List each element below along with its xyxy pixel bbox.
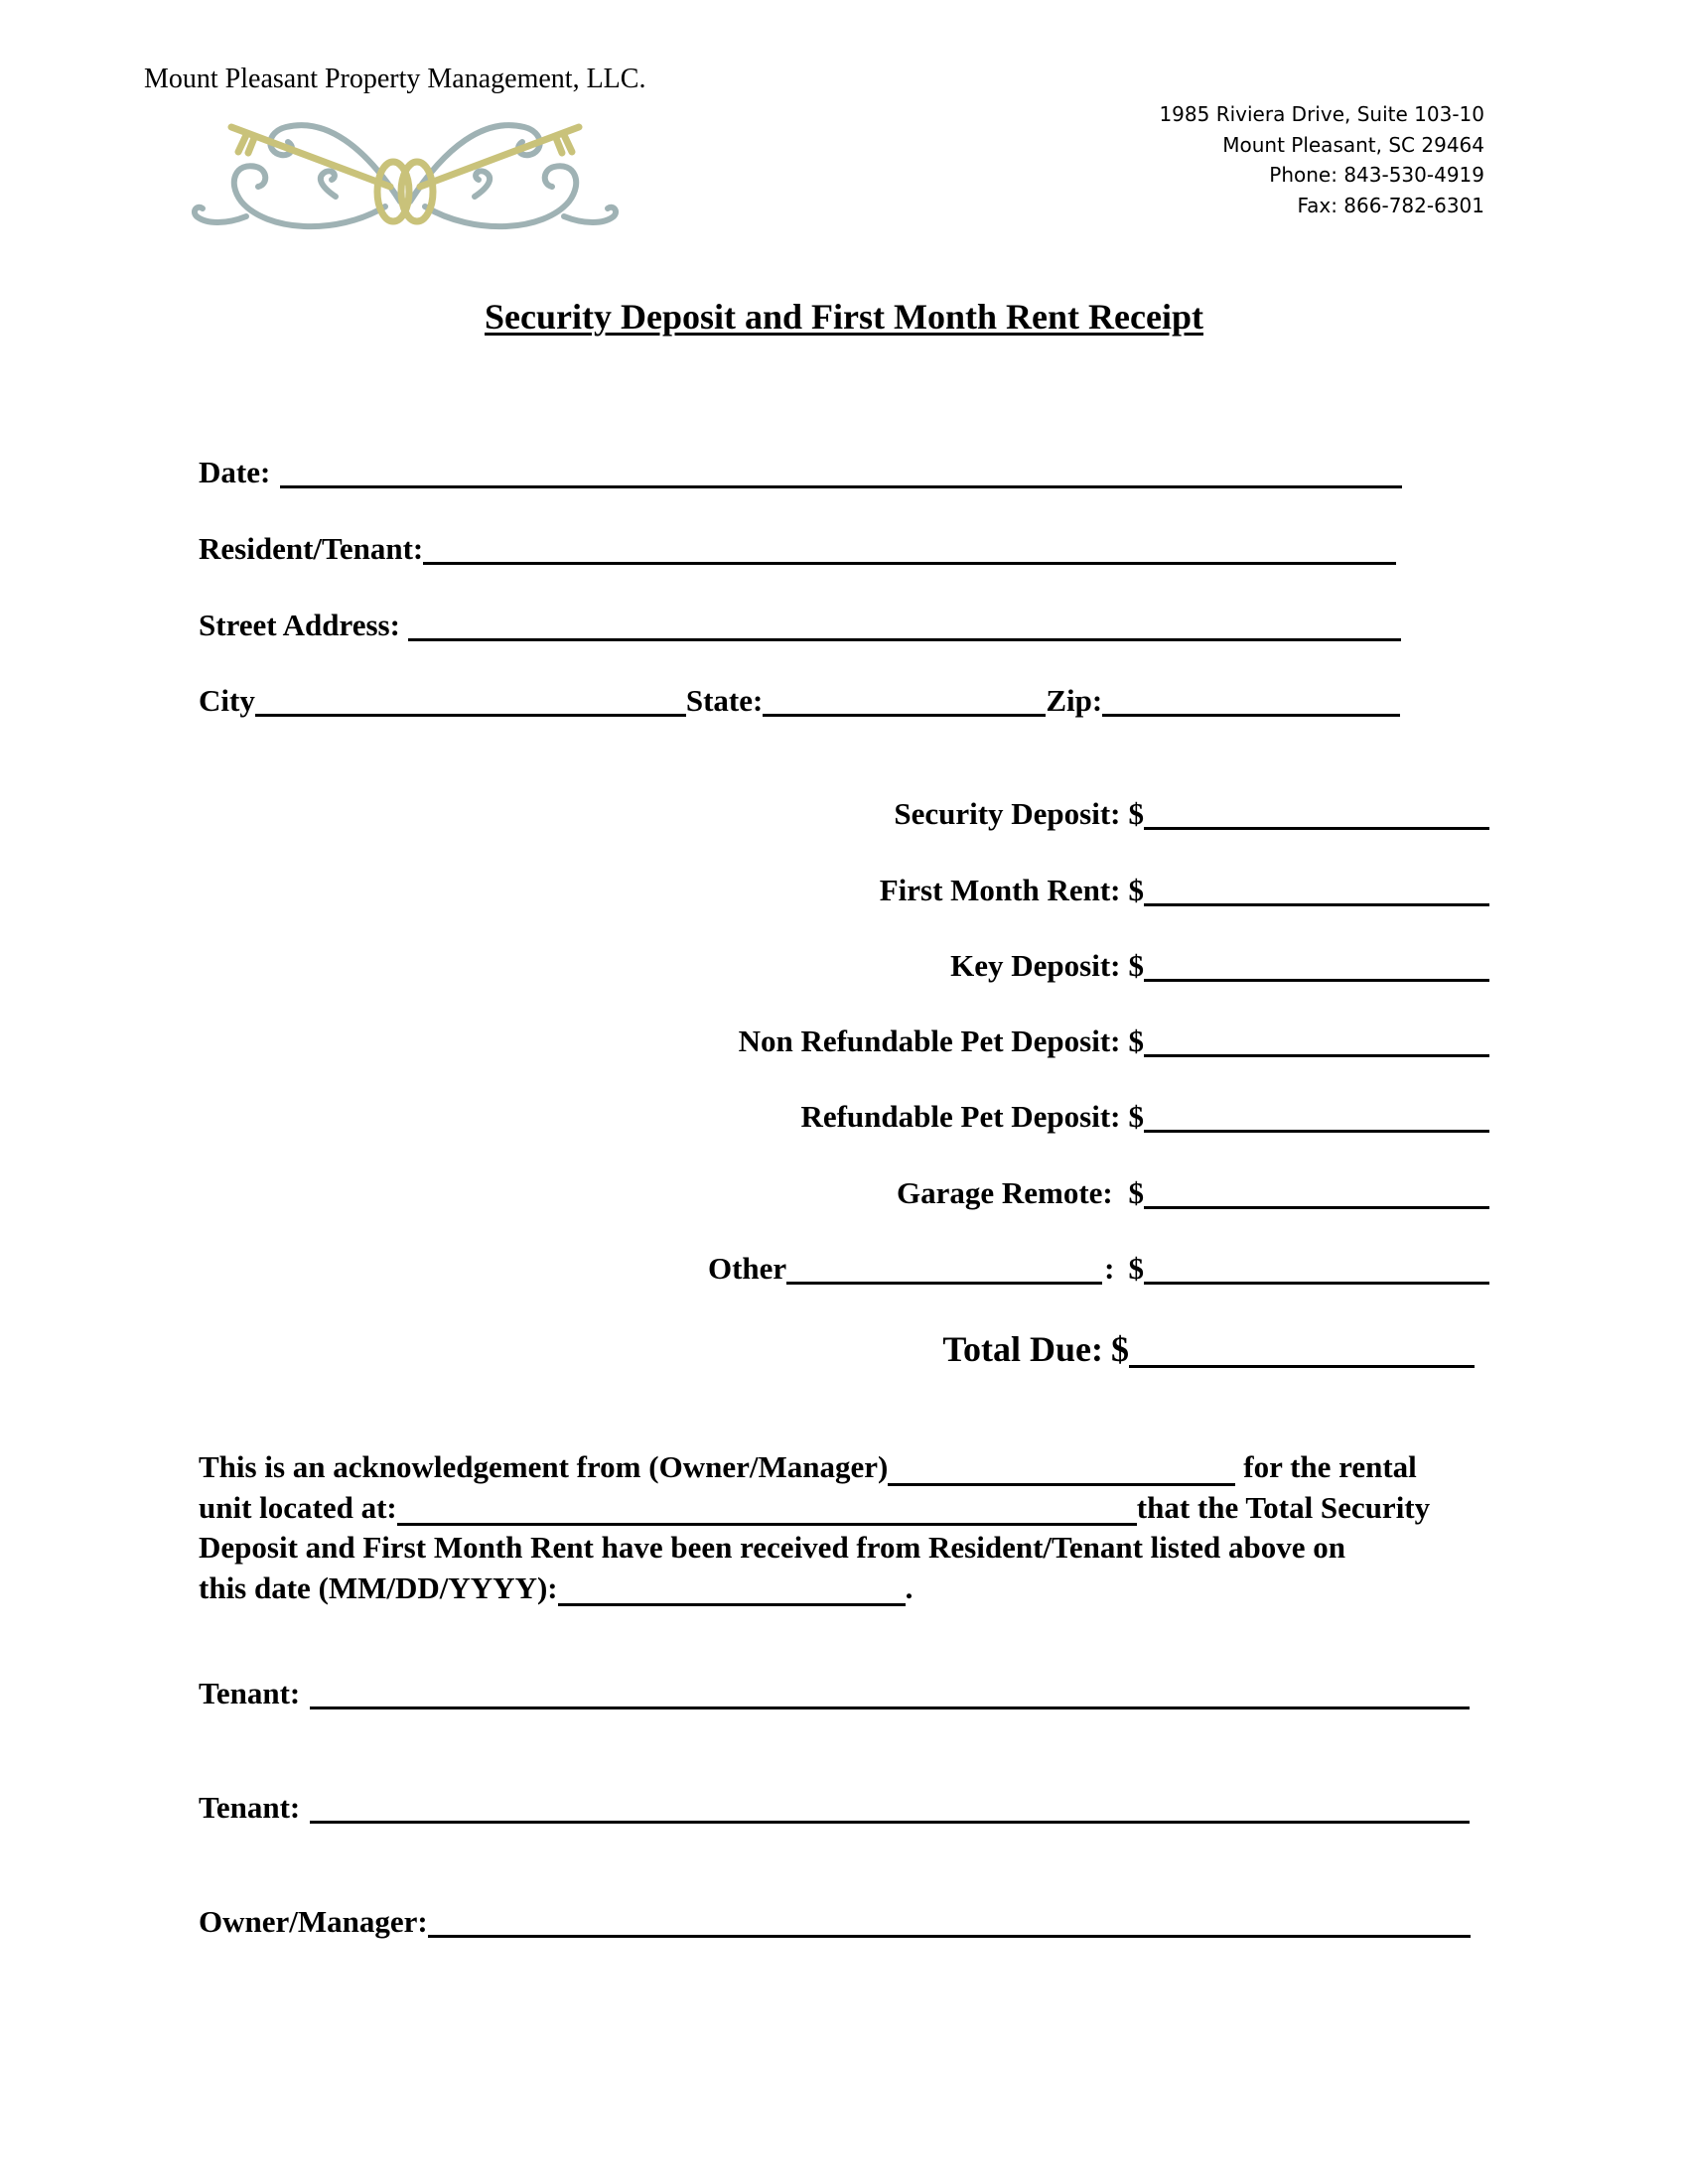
address-line-2: Mount Pleasant, SC 29464 (1222, 132, 1484, 157)
acknowledgement-text-6: this date (MM/DD/YYYY): (199, 1570, 558, 1605)
dollar-sign: $ (1128, 796, 1144, 831)
resident-field-row (199, 531, 1396, 567)
tenant-signature-label-1: Tenant: (199, 1676, 301, 1710)
owner-manager-signature-input[interactable] (428, 1907, 1471, 1938)
city-state-zip-row (199, 683, 1400, 719)
tenant-signature-row-1 (199, 1676, 1470, 1711)
owner-manager-signature-label: Owner/Manager: (199, 1904, 428, 1939)
security-deposit-row (894, 796, 1489, 832)
acknowledgement-line-1 (199, 1447, 1499, 1488)
acknowledgement-text-4: that the Total Security (1136, 1489, 1431, 1525)
zip-input[interactable] (1102, 686, 1400, 717)
security-deposit-input[interactable] (1144, 799, 1489, 830)
state-label: State: (685, 683, 764, 718)
tenant-signature-input-2[interactable] (310, 1793, 1470, 1824)
owner-manager-name-input[interactable] (888, 1455, 1235, 1486)
acknowledgement-text-1: This is an acknowledgement from (Owner/Manager) (199, 1449, 889, 1484)
non-refundable-pet-deposit-row (739, 1024, 1489, 1059)
dollar-sign: $ (1128, 1024, 1144, 1058)
rental-unit-address-input[interactable] (397, 1495, 1137, 1526)
date-field-row (199, 455, 1402, 490)
first-month-rent-label: First Month Rent: (879, 873, 1121, 907)
other-row (708, 1251, 1489, 1287)
company-address-block (1159, 99, 1484, 220)
dollar-sign: $ (1128, 1251, 1144, 1286)
street-address-label: Street Address: (199, 608, 400, 642)
received-date-input[interactable] (558, 1575, 906, 1606)
total-due-label: Total Due: (942, 1329, 1103, 1369)
state-input[interactable] (763, 686, 1046, 717)
phone-number: Phone: 843-530-4919 (1269, 163, 1484, 187)
date-label: Date: (199, 455, 271, 489)
fax-number: Fax: 866-782-6301 (1297, 193, 1484, 217)
tenant-signature-input-1[interactable] (310, 1679, 1470, 1709)
street-address-input[interactable] (408, 611, 1401, 641)
acknowledgement-text-2: for the rental (1243, 1449, 1417, 1484)
resident-tenant-label: Resident/Tenant: (199, 531, 424, 566)
other-label: Other (707, 1251, 787, 1286)
refundable-pet-deposit-row (800, 1099, 1489, 1135)
acknowledgement-text-5: Deposit and First Month Rent have been received from Resident/Tenant listed above on (199, 1530, 1346, 1565)
first-month-rent-input[interactable] (1144, 876, 1489, 906)
other-colon: : (1104, 1251, 1115, 1286)
refundable-pet-deposit-label: Refundable Pet Deposit: (800, 1099, 1121, 1134)
document-title-text: Security Deposit and First Month Rent Receipt (485, 297, 1203, 337)
acknowledgement-line-3 (199, 1528, 1499, 1569)
acknowledgement-line-4 (199, 1569, 1499, 1609)
total-due-row (942, 1328, 1475, 1370)
non-refundable-pet-deposit-label: Non Refundable Pet Deposit: (738, 1024, 1121, 1058)
zip-label: Zip: (1046, 683, 1103, 718)
owner-manager-signature-row (199, 1904, 1471, 1940)
key-deposit-input[interactable] (1144, 951, 1489, 982)
dollar-sign: $ (1111, 1329, 1129, 1369)
city-input[interactable] (255, 686, 686, 717)
other-amount-input[interactable] (1144, 1254, 1489, 1285)
document-title (0, 296, 1688, 338)
tenant-signature-row-2 (199, 1790, 1470, 1826)
key-deposit-label: Key Deposit: (950, 948, 1121, 983)
refundable-pet-deposit-input[interactable] (1144, 1102, 1489, 1133)
security-deposit-label: Security Deposit: (894, 796, 1121, 831)
non-refundable-pet-deposit-input[interactable] (1144, 1026, 1489, 1057)
key-deposit-row (950, 948, 1489, 984)
address-line-1: 1985 Riviera Drive, Suite 103-10 (1159, 102, 1484, 126)
other-description-input[interactable] (786, 1254, 1102, 1285)
dollar-sign: $ (1128, 1175, 1144, 1210)
acknowledgement-text-3: unit located at: (199, 1489, 397, 1525)
dollar-sign: $ (1128, 873, 1144, 907)
acknowledgement-paragraph (199, 1447, 1499, 1608)
garage-remote-input[interactable] (1144, 1178, 1489, 1209)
garage-remote-row (897, 1175, 1489, 1211)
street-address-field-row (199, 608, 1401, 643)
crossed-keys-logo-icon (187, 107, 624, 236)
garage-remote-label: Garage Remote: (896, 1175, 1121, 1210)
company-name: Mount Pleasant Property Management, LLC. (144, 64, 646, 94)
date-input[interactable] (280, 458, 1402, 488)
acknowledgement-line-2 (199, 1488, 1499, 1529)
dollar-sign: $ (1128, 948, 1144, 983)
first-month-rent-row (880, 873, 1489, 908)
acknowledgement-text-7: . (905, 1570, 914, 1605)
tenant-signature-label-2: Tenant: (199, 1790, 301, 1825)
total-due-input[interactable] (1129, 1337, 1475, 1368)
city-label: City (199, 683, 255, 718)
dollar-sign: $ (1128, 1099, 1144, 1134)
resident-tenant-input[interactable] (423, 534, 1396, 565)
